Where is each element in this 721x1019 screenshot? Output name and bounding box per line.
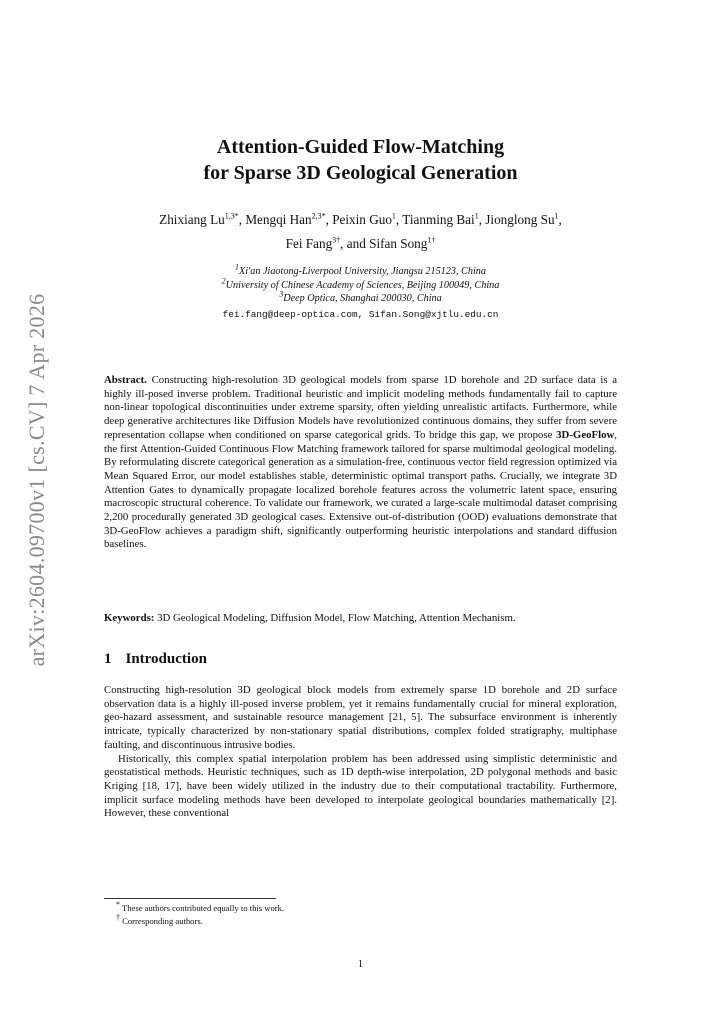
author: Fei Fang$^{3\dagger}$, and	[285, 235, 370, 251]
page-number: 1	[357, 958, 364, 970]
title-line-2: for Sparse 3D Geological Generation	[203, 162, 518, 184]
contact-emails: fei.fang@deep-optica.com, Sifan.Song@xjtlu.edu.cn	[222, 308, 499, 320]
arxiv-side-stamp	[22, 293, 52, 667]
footnote-divider	[104, 898, 276, 899]
abstract-label: Abstract.	[104, 374, 147, 386]
author: Tianming Bai$^1$,	[402, 211, 486, 227]
affiliation: $^1$Xi'an Jiaotong-Liverpool University, Jiangsu 215123, China	[235, 262, 486, 277]
author: Zhixiang $Lu^{1,3*}$,	[159, 211, 246, 227]
affiliations	[110, 262, 611, 321]
paper-title	[0, 134, 721, 186]
arxiv-identifier: arXiv:2604.09700v1 [cs.CV] 7 Apr 2026	[24, 293, 49, 667]
section-title: Introduction	[125, 651, 207, 667]
author: Sifan Song$^{1\dagger}$	[369, 235, 436, 251]
author: Peixin Guo$^1$,	[332, 211, 403, 227]
abstract	[104, 374, 617, 552]
keywords-label: Keywords:	[104, 612, 155, 624]
author-list	[110, 208, 611, 256]
author: Jionglong Su$^1$,	[485, 211, 562, 227]
title-line-1: Attention-Guided Flow-Matching	[216, 136, 505, 158]
introduction-body	[104, 684, 617, 821]
author: Mengqi Han$^{2,3*}$,	[245, 211, 333, 227]
abstract-text: Constructing high-resolution 3D geological models from sparse 1D borehole and 2D surface data is a highly ill-posed inverse problem. Traditional heuristic and implicit modeling methods fundamentally fail to capture non-linear topological discontinuities under extreme sparsity, often yielding unrealistic artifacts. Furthermore, while deep generative architectures like Diffusion Models have revolutionized continuous domains, they suffer from severe representation collapse when conditioned on sparse categorical grids. To bridge this gap, we propose	[104, 374, 617, 441]
paragraph: Constructing high-resolution 3D geological block models from extremely sparse 1D borehole and 2D surface observation data is a highly ill-posed inverse problem, yet it remains fundamentally crucial for mineral exploration, geo-hazard assessment, and sustainable resource management [21, 5]. The subsurface environment is inherently intricate, typically characterized by non-stationary spatial distributions, complex folded stratigraphy, multiphase faulting, and discontinuous intrusive bodies.	[104, 684, 617, 751]
section-number: 1	[104, 651, 112, 667]
section-heading	[104, 651, 207, 668]
abstract-text: , the first Attention-Guided Continuous Flow Matching framework tailored for sparse multimodal geological modeling. By reformulating discrete categorical generation as a simulation-free, continuous vector field regression optimized via Mean Squared Error, our model establishes stable, deterministic optimal transport paths. Crucially, we integrate 3D Attention Gates to dynamically propagate localized borehole features across the volumetric latent space, ensuring macroscopic structural coherence. To validate our framework, we curated a large-scale multimodal dataset comprising 2,200 procedurally generated 3D geological cases. Extensive out-of-distribution (OOD) evaluations demonstrate that 3D-GeoFlow achieves a paradigm shift, significantly outperforming heuristic interpolations and standard diffusion baselines.	[104, 428, 617, 551]
keywords	[104, 612, 617, 626]
footnote: * These authors contributed equally to this work.	[116, 900, 285, 913]
method-name: 3D-GeoFlow	[556, 428, 615, 441]
footnote: † Corresponding authors.	[116, 912, 203, 926]
affiliation: $^2$University of Chinese Academy of Sciences, Beijing 100049, China	[221, 276, 500, 291]
footnotes	[116, 902, 284, 927]
paragraph: Historically, this complex spatial interpolation problem has been addressed using simplistic deterministic and geostatistical methods. Heuristic techniques, such as 1D depth-wise interpolation, 2D polygonal methods and basic Kriging [18, 17], have been widely utilized in the industry due to their computational tractability. Furthermore, implicit surface modeling methods have been developed to interpolate geological boundaries mathematically [2]. However, these conventional	[104, 752, 617, 820]
affiliation: $^3$Deep Optica, Shanghai 200030, China	[279, 289, 442, 304]
keywords-text: 3D Geological Modeling, Diffusion Model, Flow Matching, Attention Mechanism.	[154, 612, 516, 624]
